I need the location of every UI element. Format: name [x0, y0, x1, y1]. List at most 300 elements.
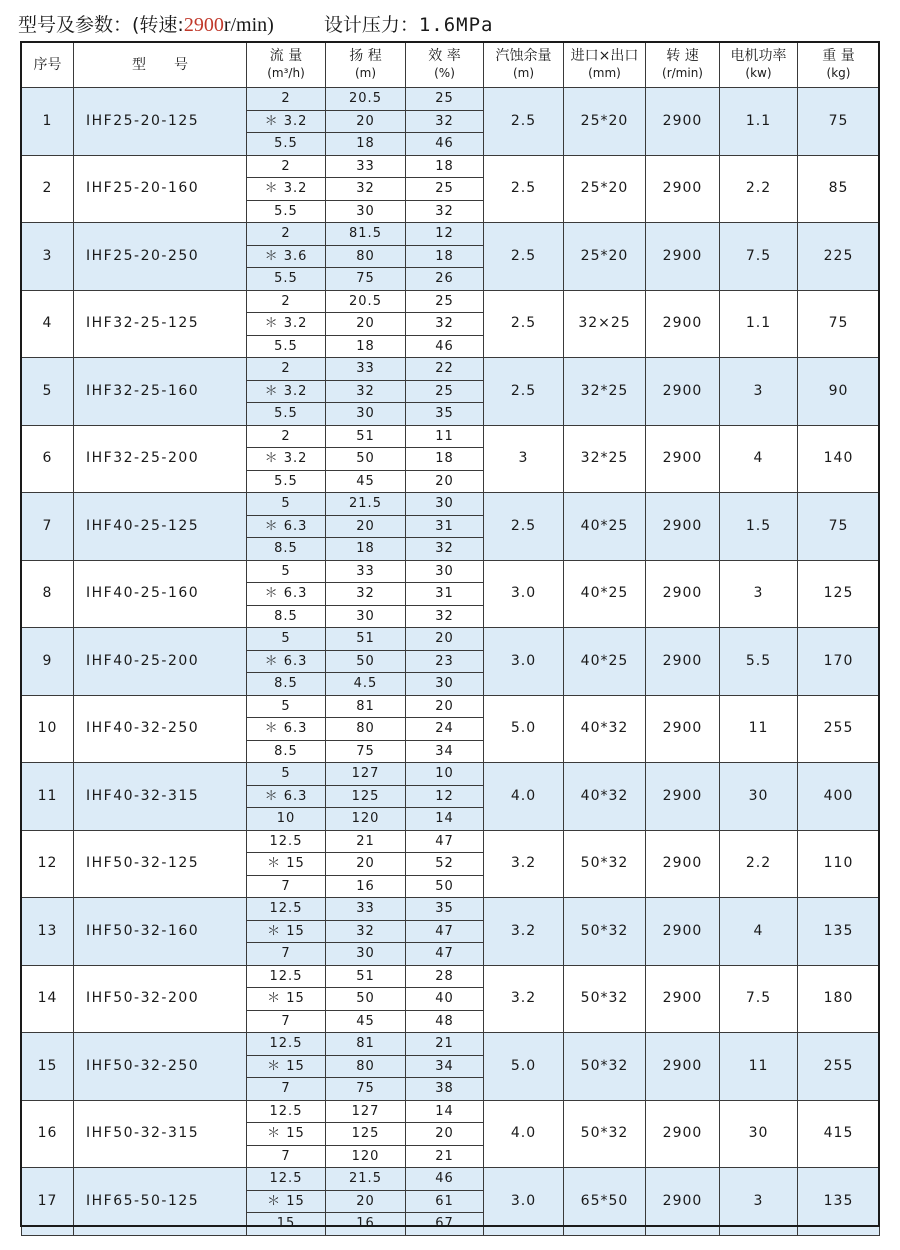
cell-speed: 2900: [646, 1100, 720, 1168]
cell-eff: 18: [406, 245, 484, 268]
cell-port: 40*25: [564, 560, 646, 628]
cell-power: 2.2: [720, 155, 798, 223]
cell-model: IHF50-32-200: [74, 965, 247, 1033]
cell-speed: 2900: [646, 763, 720, 831]
cell-flow: 2: [247, 425, 326, 448]
cell-model: IHF25-20-125: [74, 88, 247, 156]
cell-eff: 25: [406, 290, 484, 313]
cell-flow: 5.5: [247, 133, 326, 156]
cell-eff: 32: [406, 200, 484, 223]
cell-head: 18: [326, 335, 406, 358]
table-row: [22, 560, 880, 583]
cell-port: 65*50: [564, 1168, 646, 1236]
cell-flow: 12.5: [247, 898, 326, 921]
table-row: [22, 425, 880, 448]
cell-head: 120: [326, 1145, 406, 1168]
cell-eff: 18: [406, 155, 484, 178]
cell-speed: 2900: [646, 628, 720, 696]
cell-head: 75: [326, 268, 406, 291]
cell-port: 32×25: [564, 290, 646, 358]
cell-speed: 2900: [646, 695, 720, 763]
cell-port: 32*25: [564, 358, 646, 426]
cell-speed: 2900: [646, 1168, 720, 1236]
cell-power: 3: [720, 358, 798, 426]
cell-model: IHF40-32-315: [74, 763, 247, 831]
cell-flow: 12.5: [247, 1168, 326, 1191]
cell-eff: 46: [406, 335, 484, 358]
cell-port: 32*25: [564, 425, 646, 493]
cell-port: 40*25: [564, 628, 646, 696]
cell-speed: 2900: [646, 830, 720, 898]
cell-power: 7.5: [720, 223, 798, 291]
cell-port: 50*32: [564, 1100, 646, 1168]
cell-head: 30: [326, 200, 406, 223]
cell-eff: 21: [406, 1145, 484, 1168]
cell-port: 40*25: [564, 493, 646, 561]
cell-flow: ＊ 3.2: [247, 110, 326, 133]
cell-flow: 12.5: [247, 1033, 326, 1056]
cell-npsh: 4.0: [484, 763, 564, 831]
cell-power: 3: [720, 560, 798, 628]
table-row: [22, 628, 880, 651]
cell-weight: 225: [798, 223, 880, 291]
cell-eff: 40: [406, 988, 484, 1011]
cell-flow: ＊ 3.6: [247, 245, 326, 268]
cell-npsh: 2.5: [484, 290, 564, 358]
cell-head: 18: [326, 133, 406, 156]
cell-power: 30: [720, 763, 798, 831]
cell-weight: 415: [798, 1100, 880, 1168]
cell-head: 20: [326, 515, 406, 538]
cell-speed: 2900: [646, 155, 720, 223]
table-row: [22, 1100, 880, 1123]
cell-flow: 2: [247, 88, 326, 111]
cell-npsh: 4.0: [484, 1100, 564, 1168]
cell-eff: 50: [406, 875, 484, 898]
cell-port: 40*32: [564, 695, 646, 763]
cell-eff: 11: [406, 425, 484, 448]
cell-head: 32: [326, 583, 406, 606]
cell-seq: 6: [22, 425, 74, 493]
cell-eff: 22: [406, 358, 484, 381]
cell-seq: 13: [22, 898, 74, 966]
cell-eff: 26: [406, 268, 484, 291]
cell-flow: 5.5: [247, 335, 326, 358]
table-row: [22, 358, 880, 381]
table-row: [22, 290, 880, 313]
col-speed: 转 速 (r/min): [646, 43, 720, 88]
cell-npsh: 2.5: [484, 223, 564, 291]
title-speed: 2900: [183, 14, 224, 36]
cell-weight: 180: [798, 965, 880, 1033]
cell-npsh: 3.2: [484, 965, 564, 1033]
cell-head: 33: [326, 898, 406, 921]
cell-model: IHF25-20-160: [74, 155, 247, 223]
cell-eff: 47: [406, 920, 484, 943]
cell-flow: ＊ 15: [247, 853, 326, 876]
cell-seq: 16: [22, 1100, 74, 1168]
cell-head: 32: [326, 380, 406, 403]
cell-port: 25*20: [564, 155, 646, 223]
cell-flow: ＊ 3.2: [247, 178, 326, 201]
cell-port: 25*20: [564, 223, 646, 291]
cell-seq: 9: [22, 628, 74, 696]
cell-flow: 8.5: [247, 538, 326, 561]
cell-head: 30: [326, 403, 406, 426]
cell-seq: 5: [22, 358, 74, 426]
cell-eff: 24: [406, 718, 484, 741]
cell-head: 80: [326, 1055, 406, 1078]
cell-head: 33: [326, 560, 406, 583]
title-prefix: 型号及参数：(转速:: [18, 14, 184, 36]
cell-model: IHF32-25-200: [74, 425, 247, 493]
cell-eff: 18: [406, 448, 484, 471]
cell-power: 1.1: [720, 290, 798, 358]
cell-flow: 5.5: [247, 268, 326, 291]
cell-flow: 10: [247, 808, 326, 831]
cell-head: 21.5: [326, 493, 406, 516]
cell-seq: 8: [22, 560, 74, 628]
cell-eff: 35: [406, 898, 484, 921]
table-row: [22, 898, 880, 921]
col-seq: 序号: [22, 43, 74, 88]
cell-model: IHF32-25-160: [74, 358, 247, 426]
cell-eff: 20: [406, 628, 484, 651]
cell-seq: 10: [22, 695, 74, 763]
cell-head: 75: [326, 1078, 406, 1101]
cell-head: 20.5: [326, 290, 406, 313]
cell-port: 50*32: [564, 965, 646, 1033]
cell-flow: 2: [247, 358, 326, 381]
cell-flow: 5.5: [247, 470, 326, 493]
cell-flow: 2: [247, 223, 326, 246]
pressure-value: 1.6MPa: [418, 14, 494, 36]
col-eff: 效 率 (%): [406, 43, 484, 88]
cell-head: 18: [326, 538, 406, 561]
cell-flow: 5: [247, 763, 326, 786]
cell-weight: 75: [798, 493, 880, 561]
table-row: [22, 830, 880, 853]
cell-npsh: 3.0: [484, 1168, 564, 1236]
cell-head: 120: [326, 808, 406, 831]
cell-eff: 67: [406, 1213, 484, 1236]
cell-flow: 8.5: [247, 740, 326, 763]
cell-eff: 25: [406, 178, 484, 201]
cell-npsh: 5.0: [484, 1033, 564, 1101]
cell-flow: 8.5: [247, 605, 326, 628]
cell-eff: 38: [406, 1078, 484, 1101]
cell-eff: 25: [406, 88, 484, 111]
cell-flow: ＊ 15: [247, 988, 326, 1011]
cell-power: 2.2: [720, 830, 798, 898]
cell-seq: 2: [22, 155, 74, 223]
cell-model: IHF40-25-125: [74, 493, 247, 561]
cell-weight: 90: [798, 358, 880, 426]
cell-head: 45: [326, 470, 406, 493]
cell-npsh: 2.5: [484, 88, 564, 156]
cell-eff: 32: [406, 538, 484, 561]
cell-head: 20: [326, 853, 406, 876]
cell-flow: 2: [247, 155, 326, 178]
cell-eff: 47: [406, 830, 484, 853]
cell-eff: 20: [406, 695, 484, 718]
title-unit: r/min): [223, 14, 274, 36]
cell-port: 40*32: [564, 763, 646, 831]
cell-model: IHF40-25-200: [74, 628, 247, 696]
cell-model: IHF50-32-315: [74, 1100, 247, 1168]
cell-eff: 47: [406, 943, 484, 966]
cell-weight: 400: [798, 763, 880, 831]
col-npsh: 汽蚀余量 (m): [484, 43, 564, 88]
cell-flow: 5: [247, 493, 326, 516]
table-row: [22, 88, 880, 111]
cell-power: 4: [720, 425, 798, 493]
col-flow: 流 量 (m³/h): [247, 43, 326, 88]
cell-head: 20: [326, 313, 406, 336]
cell-weight: 255: [798, 1033, 880, 1101]
cell-eff: 31: [406, 515, 484, 538]
cell-flow: 7: [247, 943, 326, 966]
cell-eff: 32: [406, 313, 484, 336]
cell-seq: 4: [22, 290, 74, 358]
cell-eff: 28: [406, 965, 484, 988]
cell-flow: 2: [247, 290, 326, 313]
cell-power: 1.1: [720, 88, 798, 156]
cell-flow: 7: [247, 1145, 326, 1168]
cell-model: IHF32-25-125: [74, 290, 247, 358]
cell-port: 50*32: [564, 1033, 646, 1101]
cell-model: IHF40-32-250: [74, 695, 247, 763]
cell-power: 5.5: [720, 628, 798, 696]
cell-model: IHF40-25-160: [74, 560, 247, 628]
cell-eff: 46: [406, 133, 484, 156]
cell-seq: 11: [22, 763, 74, 831]
cell-head: 51: [326, 628, 406, 651]
cell-eff: 23: [406, 650, 484, 673]
cell-eff: 14: [406, 1100, 484, 1123]
cell-port: 25*20: [564, 88, 646, 156]
cell-power: 7.5: [720, 965, 798, 1033]
cell-seq: 17: [22, 1168, 74, 1236]
cell-speed: 2900: [646, 88, 720, 156]
cell-speed: 2900: [646, 898, 720, 966]
cell-eff: 32: [406, 605, 484, 628]
cell-eff: 52: [406, 853, 484, 876]
cell-head: 32: [326, 178, 406, 201]
cell-speed: 2900: [646, 358, 720, 426]
cell-flow: ＊ 6.3: [247, 785, 326, 808]
cell-power: 3: [720, 1168, 798, 1236]
cell-power: 11: [720, 1033, 798, 1101]
cell-head: 81: [326, 1033, 406, 1056]
cell-flow: 5.5: [247, 403, 326, 426]
cell-head: 81: [326, 695, 406, 718]
cell-npsh: 3.2: [484, 898, 564, 966]
cell-head: 81.5: [326, 223, 406, 246]
cell-flow: ＊ 3.2: [247, 448, 326, 471]
col-model: 型 号: [74, 43, 247, 88]
col-power: 电机功率 (kw): [720, 43, 798, 88]
cell-head: 32: [326, 920, 406, 943]
cell-seq: 15: [22, 1033, 74, 1101]
cell-eff: 14: [406, 808, 484, 831]
cell-speed: 2900: [646, 560, 720, 628]
cell-flow: ＊ 6.3: [247, 515, 326, 538]
cell-weight: 135: [798, 1168, 880, 1236]
pressure-label: 设计压力：: [323, 14, 419, 36]
page-title: [18, 8, 493, 42]
cell-eff: 31: [406, 583, 484, 606]
cell-eff: 30: [406, 560, 484, 583]
cell-head: 20.5: [326, 88, 406, 111]
cell-head: 80: [326, 245, 406, 268]
cell-eff: 20: [406, 1123, 484, 1146]
cell-model: IHF50-32-250: [74, 1033, 247, 1101]
cell-power: 30: [720, 1100, 798, 1168]
table-row: [22, 1168, 880, 1191]
cell-speed: 2900: [646, 1033, 720, 1101]
cell-head: 33: [326, 155, 406, 178]
cell-head: 125: [326, 785, 406, 808]
cell-weight: 255: [798, 695, 880, 763]
cell-flow: 5: [247, 695, 326, 718]
cell-port: 50*32: [564, 830, 646, 898]
cell-flow: ＊ 15: [247, 920, 326, 943]
cell-head: 4.5: [326, 673, 406, 696]
table-row: [22, 1033, 880, 1056]
cell-flow: 5.5: [247, 200, 326, 223]
cell-head: 75: [326, 740, 406, 763]
cell-head: 20: [326, 1190, 406, 1213]
cell-model: IHF50-32-125: [74, 830, 247, 898]
cell-head: 125: [326, 1123, 406, 1146]
cell-seq: 12: [22, 830, 74, 898]
cell-weight: 110: [798, 830, 880, 898]
cell-flow: ＊ 15: [247, 1190, 326, 1213]
cell-power: 4: [720, 898, 798, 966]
cell-npsh: 3: [484, 425, 564, 493]
cell-head: 33: [326, 358, 406, 381]
cell-head: 30: [326, 943, 406, 966]
col-weight: 重 量 (kg): [798, 43, 880, 88]
cell-flow: 7: [247, 875, 326, 898]
cell-head: 51: [326, 965, 406, 988]
col-port: 进口×出口 (mm): [564, 43, 646, 88]
cell-seq: 7: [22, 493, 74, 561]
cell-eff: 32: [406, 110, 484, 133]
cell-head: 20: [326, 110, 406, 133]
cell-flow: ＊ 15: [247, 1055, 326, 1078]
cell-flow: 7: [247, 1010, 326, 1033]
cell-head: 127: [326, 763, 406, 786]
cell-weight: 170: [798, 628, 880, 696]
cell-head: 51: [326, 425, 406, 448]
col-head: 扬 程 (m): [326, 43, 406, 88]
cell-flow: 12.5: [247, 830, 326, 853]
header-row: [22, 43, 880, 88]
cell-eff: 10: [406, 763, 484, 786]
cell-flow: ＊ 3.2: [247, 380, 326, 403]
cell-weight: 135: [798, 898, 880, 966]
cell-flow: ＊ 3.2: [247, 313, 326, 336]
cell-npsh: 3.2: [484, 830, 564, 898]
cell-head: 21.5: [326, 1168, 406, 1191]
cell-power: 1.5: [720, 493, 798, 561]
cell-eff: 25: [406, 380, 484, 403]
cell-head: 50: [326, 650, 406, 673]
cell-eff: 20: [406, 470, 484, 493]
cell-seq: 3: [22, 223, 74, 291]
cell-npsh: 2.5: [484, 358, 564, 426]
cell-head: 127: [326, 1100, 406, 1123]
cell-model: IHF50-32-160: [74, 898, 247, 966]
cell-seq: 14: [22, 965, 74, 1033]
cell-npsh: 2.5: [484, 155, 564, 223]
cell-eff: 48: [406, 1010, 484, 1033]
cell-eff: 12: [406, 223, 484, 246]
cell-eff: 21: [406, 1033, 484, 1056]
cell-seq: 1: [22, 88, 74, 156]
cell-speed: 2900: [646, 493, 720, 561]
cell-port: 50*32: [564, 898, 646, 966]
cell-head: 30: [326, 605, 406, 628]
cell-eff: 35: [406, 403, 484, 426]
cell-eff: 61: [406, 1190, 484, 1213]
cell-flow: ＊ 15: [247, 1123, 326, 1146]
cell-head: 16: [326, 1213, 406, 1236]
table-row: [22, 223, 880, 246]
cell-weight: 140: [798, 425, 880, 493]
cell-flow: ＊ 6.3: [247, 650, 326, 673]
cell-weight: 75: [798, 88, 880, 156]
cell-head: 50: [326, 448, 406, 471]
cell-npsh: 5.0: [484, 695, 564, 763]
cell-flow: 5: [247, 628, 326, 651]
cell-flow: 15: [247, 1213, 326, 1236]
cell-model: IHF65-50-125: [74, 1168, 247, 1236]
cell-model: IHF25-20-250: [74, 223, 247, 291]
cell-eff: 46: [406, 1168, 484, 1191]
cell-speed: 2900: [646, 290, 720, 358]
cell-eff: 30: [406, 673, 484, 696]
cell-weight: 75: [798, 290, 880, 358]
cell-weight: 125: [798, 560, 880, 628]
cell-speed: 2900: [646, 425, 720, 493]
cell-weight: 85: [798, 155, 880, 223]
table-row: [22, 763, 880, 786]
cell-power: 11: [720, 695, 798, 763]
cell-npsh: 2.5: [484, 493, 564, 561]
spec-table: [21, 42, 880, 1236]
cell-speed: 2900: [646, 223, 720, 291]
cell-npsh: 3.0: [484, 560, 564, 628]
table-row: [22, 695, 880, 718]
cell-eff: 34: [406, 740, 484, 763]
table-row: [22, 493, 880, 516]
cell-flow: 7: [247, 1078, 326, 1101]
cell-eff: 12: [406, 785, 484, 808]
cell-head: 45: [326, 1010, 406, 1033]
cell-eff: 34: [406, 1055, 484, 1078]
cell-flow: 12.5: [247, 965, 326, 988]
cell-npsh: 3.0: [484, 628, 564, 696]
cell-eff: 30: [406, 493, 484, 516]
table-row: [22, 155, 880, 178]
table-row: [22, 965, 880, 988]
cell-flow: ＊ 6.3: [247, 583, 326, 606]
cell-flow: 8.5: [247, 673, 326, 696]
cell-head: 21: [326, 830, 406, 853]
